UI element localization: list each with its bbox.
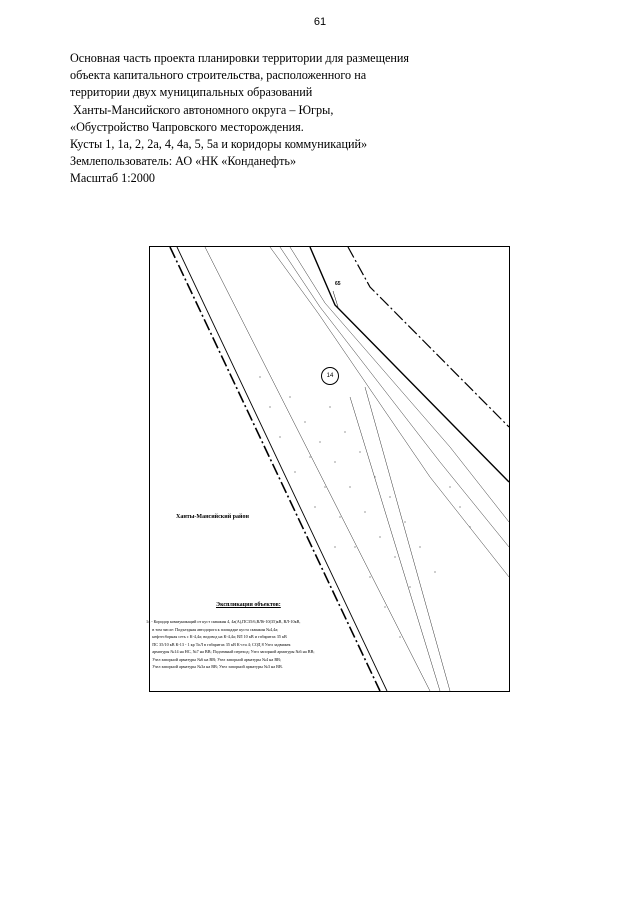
header-line: Кусты 1, 1а, 2, 2а, 4, 4а, 5, 5а и коридоры коммуникаций» — [70, 137, 368, 152]
explication-line: нефтесборная сеть с К-4,4а; водовод на К-4,4а; ВЛ 10 кВ и габаритах 35 кВ — [146, 634, 287, 639]
document-header — [70, 50, 490, 188]
district-label: Ханты-Мансийский район — [176, 514, 249, 520]
explication-line: в том числе: Подъездная автодорога к площадке куста скважин №4,4а; — [146, 626, 279, 632]
header-line: Масштаб 1:2000 — [70, 171, 156, 186]
corridor-line-c — [290, 247, 509, 522]
header-line: Землепользователь: АО «НК «Конданефть» — [70, 154, 297, 169]
explication-title: Экспликация объектов: — [216, 602, 281, 608]
survey-dots — [259, 376, 470, 637]
header-line: Основная часть проекта планировки территории для размещения — [70, 51, 410, 65]
header-line: Ханты-Мансийского автономного округа – Югры, — [70, 102, 334, 117]
explication-line: Узел запорной арматуры №3а на ВВ; Узел запорной арматуры №3 на ВВ. — [146, 664, 283, 669]
explication-line: 14 - Коридор коммуникаций от куст скважин 4, 4а(А),ПС35/6,ВЛ6-10(35)кВ, ВЛ-10кВ, — [146, 619, 301, 624]
corridor-line-b — [280, 247, 509, 547]
explication-line: Узел запорной арматуры №6 на ВВ; Узел запорной арматуры №4 на ВВ; — [146, 656, 282, 662]
explication-line: ПС 35/10 кВ К-13 - 1 кр ТоЛ в габаритах 35 кВ К-ста 4; СОД 8 Узел задвижек — [146, 641, 291, 647]
header-line: «Обустройство Чапровского месторождения. — [70, 119, 304, 134]
header-line: объекта капитального строительства, расположенного на — [70, 68, 367, 83]
explication-list — [146, 618, 366, 671]
explication-line: арматуры №14 на НС, №7 на ВВ; Подземный переход; Узел запорной арматуры №6 на ВВ; — [146, 649, 315, 654]
page-number: 61 — [313, 16, 327, 28]
header-line: территории двух муниципальных образований — [70, 85, 313, 100]
marker-65: 65 — [335, 281, 341, 287]
marker-14: 14 — [321, 367, 339, 385]
corridor-line-a — [270, 247, 509, 577]
